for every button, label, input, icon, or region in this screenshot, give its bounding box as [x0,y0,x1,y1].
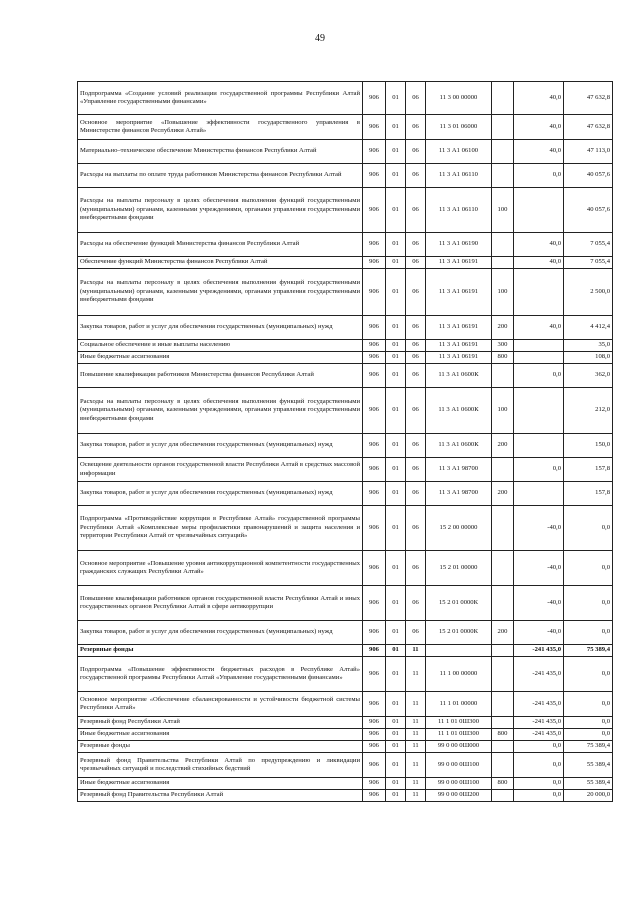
cell-section: 01 [386,434,406,458]
cell-total-amount: 35,0 [564,340,613,352]
cell-change-amount [514,482,564,506]
cell-ved: 906 [363,188,386,233]
row-name: Закупка товаров, работ и услуг для обеспечения государственных (муниципальных) нужд [78,482,363,506]
cell-ved: 906 [363,140,386,164]
cell-expense-type [492,140,514,164]
cell-expense-type: 100 [492,388,514,434]
table-row [78,551,613,586]
table-row [78,164,613,188]
cell-section: 01 [386,257,406,269]
row-name: Социальное обеспечение и иные выплаты населению [78,340,363,352]
cell-total-amount: 40 057,6 [564,188,613,233]
table-row [78,741,613,753]
cell-subsection: 06 [406,388,426,434]
table-row [78,506,613,551]
cell-target-article: 11 3 А1 0600К [426,434,492,458]
row-name: Основное мероприятие «Повышение уровня антикоррупционной компетентности государственных гражданских служащих Республики Алтай» [78,551,363,586]
cell-total-amount: 47 113,0 [564,140,613,164]
table-row [78,717,613,729]
cell-expense-type [492,645,514,657]
cell-subsection: 06 [406,115,426,140]
cell-target-article: 11 3 А1 06191 [426,257,492,269]
cell-target-article: 15 2 01 0000К [426,586,492,621]
cell-subsection: 11 [406,753,426,778]
table-row [78,269,613,316]
table-row [78,790,613,802]
cell-total-amount: 157,8 [564,458,613,482]
cell-subsection: 06 [406,82,426,115]
cell-target-article: 99 0 00 0Ш200 [426,790,492,802]
cell-expense-type [492,657,514,692]
row-name: Резервные фонды [78,645,363,657]
cell-section: 01 [386,388,406,434]
row-name: Иные бюджетные ассигнования [78,352,363,364]
cell-section: 01 [386,729,406,741]
cell-expense-type: 100 [492,269,514,316]
cell-expense-type [492,586,514,621]
cell-subsection: 06 [406,621,426,645]
cell-section: 01 [386,753,406,778]
cell-change-amount [514,388,564,434]
cell-subsection: 06 [406,482,426,506]
cell-section: 01 [386,269,406,316]
row-name: Подпрограмма «Повышение эффективности бюджетных расходов в Республике Алтай» государственной программы Республики Алтай «Управление государственными финансами» [78,657,363,692]
cell-section: 01 [386,233,406,257]
cell-subsection: 11 [406,790,426,802]
row-name: Подпрограмма «Создание условий реализации государственной программы Республики Алтай «Управление государственными финансами» [78,82,363,115]
row-name: Резервный фонд Правительства Республики Алтай по предупреждению и ликвидации чрезвычайных ситуаций и последствий стихийных бедствий [78,753,363,778]
cell-ved: 906 [363,458,386,482]
cell-section: 01 [386,458,406,482]
cell-total-amount: 0,0 [564,506,613,551]
cell-ved: 906 [363,657,386,692]
cell-section: 01 [386,115,406,140]
cell-change-amount: -241 435,0 [514,692,564,717]
cell-target-article: 99 0 00 0Ш100 [426,778,492,790]
row-name: Основное мероприятие «Обеспечение сбалансированности и устойчивости бюджетной системы Республики Алтай» [78,692,363,717]
cell-change-amount: 0,0 [514,164,564,188]
cell-subsection: 06 [406,364,426,388]
cell-total-amount: 7 055,4 [564,257,613,269]
cell-subsection: 11 [406,645,426,657]
cell-section: 01 [386,621,406,645]
cell-subsection: 11 [406,717,426,729]
cell-ved: 906 [363,164,386,188]
cell-section: 01 [386,352,406,364]
cell-total-amount: 0,0 [564,586,613,621]
page-number: 49 [315,33,325,44]
cell-ved: 906 [363,741,386,753]
cell-section: 01 [386,790,406,802]
cell-total-amount: 75 389,4 [564,645,613,657]
cell-section: 01 [386,340,406,352]
cell-subsection: 06 [406,340,426,352]
cell-ved: 906 [363,388,386,434]
cell-change-amount: -241 435,0 [514,729,564,741]
cell-expense-type [492,458,514,482]
cell-subsection: 06 [406,458,426,482]
table-row [78,316,613,340]
cell-subsection: 11 [406,741,426,753]
cell-subsection: 06 [406,506,426,551]
cell-subsection: 06 [406,269,426,316]
cell-target-article: 11 3 А1 06110 [426,188,492,233]
cell-section: 01 [386,364,406,388]
table-row [78,645,613,657]
cell-section: 01 [386,506,406,551]
cell-change-amount: 40,0 [514,115,564,140]
row-name: Основное мероприятие «Повышение эффективности государственного управления в Министерстве финансов Республики Алтай» [78,115,363,140]
cell-target-article: 11 3 А1 06191 [426,269,492,316]
cell-section: 01 [386,586,406,621]
table-row [78,388,613,434]
cell-change-amount: -241 435,0 [514,645,564,657]
cell-section: 01 [386,316,406,340]
cell-change-amount: 40,0 [514,257,564,269]
cell-target-article: 11 3 А1 06110 [426,164,492,188]
cell-ved: 906 [363,257,386,269]
cell-ved: 906 [363,645,386,657]
cell-target-article: 11 3 А1 06191 [426,316,492,340]
row-name: Расходы на выплаты персоналу в целях обеспечения выполнения функций государственными (муниципальными) органами, казенными учреждениями, органами управления государственными внебюджетными фондами [78,388,363,434]
cell-change-amount: 40,0 [514,82,564,115]
table-row [78,621,613,645]
row-name: Материально–техническое обеспечение Министерства финансов Республики Алтай [78,140,363,164]
cell-change-amount [514,269,564,316]
cell-ved: 906 [363,717,386,729]
cell-change-amount: 0,0 [514,458,564,482]
cell-total-amount: 20 000,0 [564,790,613,802]
table-row [78,729,613,741]
cell-target-article: 15 2 01 0000К [426,621,492,645]
cell-ved: 906 [363,692,386,717]
cell-expense-type [492,164,514,188]
cell-expense-type: 100 [492,188,514,233]
cell-expense-type: 200 [492,482,514,506]
cell-change-amount: 0,0 [514,364,564,388]
cell-target-article: 11 3 00 00000 [426,82,492,115]
cell-total-amount: 40 057,6 [564,164,613,188]
table-body [78,82,613,802]
row-name: Закупка товаров, работ и услуг для обеспечения государственных (муниципальных) нужд [78,434,363,458]
cell-ved: 906 [363,621,386,645]
cell-total-amount: 362,0 [564,364,613,388]
cell-change-amount: -40,0 [514,621,564,645]
cell-change-amount: 40,0 [514,233,564,257]
cell-total-amount: 0,0 [564,657,613,692]
cell-section: 01 [386,188,406,233]
cell-subsection: 06 [406,352,426,364]
cell-subsection: 06 [406,257,426,269]
cell-total-amount: 7 055,4 [564,233,613,257]
cell-target-article: 11 3 А1 06190 [426,233,492,257]
row-name: Расходы на обеспечение функций Министерства финансов Республики Алтай [78,233,363,257]
cell-ved: 906 [363,82,386,115]
cell-target-article: 11 1 01 00000 [426,692,492,717]
cell-change-amount: -241 435,0 [514,657,564,692]
cell-ved: 906 [363,115,386,140]
cell-change-amount: -40,0 [514,586,564,621]
cell-section: 01 [386,140,406,164]
cell-ved: 906 [363,269,386,316]
cell-target-article: 11 3 А1 06191 [426,340,492,352]
cell-expense-type: 300 [492,340,514,352]
cell-total-amount: 55 389,4 [564,778,613,790]
cell-target-article [426,645,492,657]
cell-expense-type [492,233,514,257]
cell-expense-type [492,692,514,717]
cell-ved: 906 [363,316,386,340]
cell-total-amount: 4 412,4 [564,316,613,340]
cell-target-article: 11 3 А1 0600К [426,388,492,434]
cell-ved: 906 [363,340,386,352]
cell-total-amount: 0,0 [564,729,613,741]
cell-ved: 906 [363,586,386,621]
cell-expense-type: 800 [492,778,514,790]
cell-ved: 906 [363,434,386,458]
cell-ved: 906 [363,482,386,506]
cell-total-amount: 108,0 [564,352,613,364]
row-name: Расходы на выплаты по оплате труда работников Министерства финансов Республики Алтай [78,164,363,188]
cell-section: 01 [386,645,406,657]
cell-expense-type [492,717,514,729]
cell-ved: 906 [363,753,386,778]
cell-subsection: 06 [406,316,426,340]
table-row [78,753,613,778]
cell-expense-type [492,364,514,388]
cell-ved: 906 [363,233,386,257]
cell-ved: 906 [363,352,386,364]
cell-target-article: 15 2 00 00000 [426,506,492,551]
cell-change-amount: -241 435,0 [514,717,564,729]
cell-section: 01 [386,741,406,753]
cell-expense-type: 200 [492,434,514,458]
table-row [78,458,613,482]
cell-expense-type [492,82,514,115]
row-name: Иные бюджетные ассигнования [78,729,363,741]
row-name: Повышение квалификации работников органов государственной власти Республики Алтай и иных государственных органов Республики Алтай в сфере антикоррупции [78,586,363,621]
cell-change-amount [514,352,564,364]
cell-total-amount: 0,0 [564,692,613,717]
cell-target-article: 11 3 А1 06191 [426,352,492,364]
cell-expense-type: 200 [492,621,514,645]
cell-expense-type: 800 [492,729,514,741]
cell-target-article: 11 1 01 0Ш300 [426,729,492,741]
cell-target-article: 99 0 00 0Ш000 [426,741,492,753]
budget-table [77,81,613,802]
row-name: Повышение квалификации работников Министерства финансов Республики Алтай [78,364,363,388]
row-name: Закупка товаров, работ и услуг для обеспечения государственных (муниципальных) нужд [78,621,363,645]
cell-total-amount: 212,0 [564,388,613,434]
table-row [78,82,613,115]
cell-expense-type [492,115,514,140]
cell-subsection: 11 [406,729,426,741]
cell-total-amount: 47 632,8 [564,82,613,115]
cell-change-amount: -40,0 [514,551,564,586]
row-name: Расходы на выплаты персоналу в целях обеспечения выполнения функций государственными (муниципальными) органами, казенными учреждениями, органами управления государственными внебюджетными фондами [78,188,363,233]
cell-section: 01 [386,164,406,188]
table-row [78,586,613,621]
cell-target-article: 15 2 01 00000 [426,551,492,586]
row-name: Освещение деятельности органов государственной власти Республики Алтай в средствах массовой информации [78,458,363,482]
table-row [78,140,613,164]
cell-expense-type: 200 [492,316,514,340]
cell-total-amount: 0,0 [564,551,613,586]
cell-target-article: 11 3 А1 06100 [426,140,492,164]
cell-subsection: 06 [406,164,426,188]
cell-ved: 906 [363,506,386,551]
row-name: Закупка товаров, работ и услуг для обеспечения государственных (муниципальных) нужд [78,316,363,340]
cell-subsection: 06 [406,586,426,621]
cell-expense-type [492,790,514,802]
cell-target-article: 11 3 А1 0600К [426,364,492,388]
cell-section: 01 [386,778,406,790]
row-name: Иные бюджетные ассигнования [78,778,363,790]
cell-change-amount: 40,0 [514,316,564,340]
cell-subsection: 06 [406,140,426,164]
cell-total-amount: 0,0 [564,621,613,645]
cell-section: 01 [386,692,406,717]
cell-subsection: 11 [406,778,426,790]
table-row [78,257,613,269]
row-name: Резервный фонд Республики Алтай [78,717,363,729]
cell-section: 01 [386,482,406,506]
cell-expense-type [492,551,514,586]
cell-change-amount [514,188,564,233]
cell-expense-type [492,741,514,753]
cell-target-article: 11 3 01 06000 [426,115,492,140]
cell-target-article: 11 3 А1 98700 [426,482,492,506]
cell-change-amount [514,340,564,352]
table-row [78,364,613,388]
cell-expense-type [492,257,514,269]
cell-expense-type [492,506,514,551]
cell-change-amount: 0,0 [514,778,564,790]
cell-change-amount: -40,0 [514,506,564,551]
cell-subsection: 06 [406,434,426,458]
cell-section: 01 [386,551,406,586]
table-row [78,482,613,506]
row-name: Резервные фонды [78,741,363,753]
cell-ved: 906 [363,790,386,802]
cell-total-amount: 75 389,4 [564,741,613,753]
cell-section: 01 [386,82,406,115]
cell-subsection: 06 [406,551,426,586]
cell-total-amount: 0,0 [564,717,613,729]
row-name: Резервный фонд Правительства Республики Алтай [78,790,363,802]
cell-ved: 906 [363,729,386,741]
table-row [78,778,613,790]
cell-total-amount: 47 632,8 [564,115,613,140]
cell-section: 01 [386,657,406,692]
cell-subsection: 06 [406,188,426,233]
cell-change-amount: 0,0 [514,753,564,778]
cell-subsection: 11 [406,657,426,692]
table-row [78,352,613,364]
cell-change-amount [514,434,564,458]
cell-total-amount: 2 500,0 [564,269,613,316]
row-name: Подпрограмма «Противодействие коррупции в Республике Алтай» государственной программы Республики Алтай «Комплексные меры профилактики правонарушений и защита населения и территории Республики Алтай от чрезвычайных ситуаций» [78,506,363,551]
row-name: Расходы на выплаты персоналу в целях обеспечения выполнения функций государственными (муниципальными) органами, казенными учреждениями, органами управления государственными внебюджетными фондами [78,269,363,316]
cell-expense-type: 800 [492,352,514,364]
table-row [78,434,613,458]
cell-expense-type [492,753,514,778]
cell-target-article: 99 0 00 0Ш100 [426,753,492,778]
cell-total-amount: 157,8 [564,482,613,506]
cell-ved: 906 [363,551,386,586]
cell-subsection: 11 [406,692,426,717]
cell-change-amount: 40,0 [514,140,564,164]
table-row [78,657,613,692]
cell-change-amount: 0,0 [514,790,564,802]
row-name: Обеспечение функций Министерства финансов Республики Алтай [78,257,363,269]
cell-total-amount: 150,0 [564,434,613,458]
cell-ved: 906 [363,778,386,790]
table-row [78,188,613,233]
cell-section: 01 [386,717,406,729]
cell-total-amount: 55 389,4 [564,753,613,778]
cell-target-article: 11 1 00 00000 [426,657,492,692]
table-row [78,692,613,717]
table-row [78,340,613,352]
cell-ved: 906 [363,364,386,388]
cell-target-article: 11 1 01 0Ш300 [426,717,492,729]
cell-change-amount: 0,0 [514,741,564,753]
cell-target-article: 11 3 А1 98700 [426,458,492,482]
table-row [78,115,613,140]
table-row [78,233,613,257]
cell-subsection: 06 [406,233,426,257]
